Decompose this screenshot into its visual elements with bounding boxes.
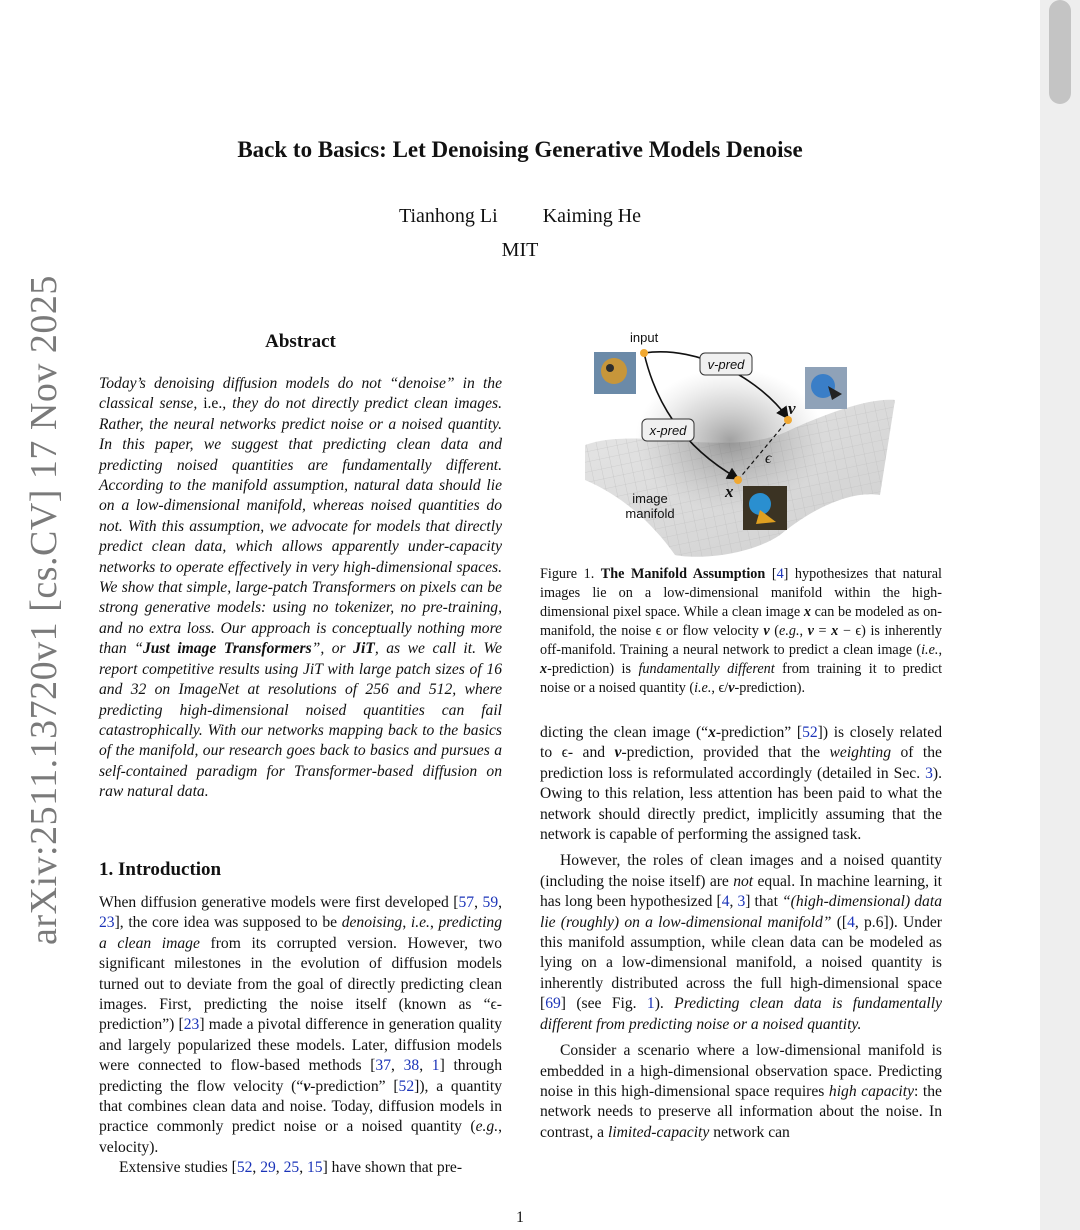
manifold-label: image <box>632 491 668 506</box>
affiliation: MIT <box>501 239 539 261</box>
author-name: Tianhong Li <box>398 205 498 227</box>
author-list <box>0 205 1040 228</box>
scrollbar-thumb[interactable] <box>1049 0 1071 104</box>
paper-title: Back to Basics: Let Denoising Generative Models Denoise <box>237 137 803 162</box>
abstract-text: Today’s denoising diffusion models do not “denoise” in the classical sense, i.e., they do not directly predict clean images. Rather, the neural networks predict noise or a noised quantity. In this paper, we suggest that predicting clean data and predicting noised quantities are fundamentally different. According to the manifold assumption, natural data should lie on a low-dimensional manifold, whereas noised quantities do not. With this assumption, we advocate for models that directly predict clean data, which allows apparently under-capacity networks to operate effectively in very high-dimensional spaces. We show that simple, large-patch Transformers on pixels can be strong generative models: using no tokenizer, no pre-training, and no extra loss. Our approach is conceptually nothing more than “Just image Transformers”, or JiT, as we call it. We report competitive results using JiT with large patch sizes of 16 and 32 on ImageNet at resolutions of 256 and 512, where predicting high-dimensional noised quantities can fail catastrophically. With our networks mapping back to the basics of the manifold, our research goes back to basics and pursues a self-contained paradigm for Transformer-based diffusion on raw natural data. <box>99 375 503 801</box>
abstract-heading: Abstract <box>265 331 336 352</box>
manifold-figure <box>580 320 900 560</box>
right-column-text <box>540 723 942 1143</box>
section-heading-introduction: 1. Introduction <box>99 859 222 880</box>
paragraph: dicting the clean image (“x-prediction” [52]) is closely related to ϵ- and v-prediction, provided that the weighting of the prediction loss is reformulated accordingly (detailed in Sec. 3). Owing to this relation, less attention has been paid to what the network should directly predict, implicitly assuming that the network is capable of performing the assigned task. <box>540 724 942 844</box>
x-pred-label: x-pred <box>649 423 687 438</box>
v-pred-label: v-pred <box>707 357 745 372</box>
clean-data-point <box>734 476 742 484</box>
arxiv-identifier-stamp[interactable]: arXiv:2511.13720v1 [cs.CV] 17 Nov 2025 <box>23 275 65 945</box>
paragraph: When diffusion generative models were first developed [57, 59, 23], the core idea was supposed to be denoising, i.e., predicting a clean image from its corrupted version. However, two significant milestones in the evolution of diffusion models turned out to deviate from the goal of directly predicting clean images. First, predicting the noise itself (known as “ϵ-prediction”) [23] made a pivotal difference in generation quality and largely popularized these models. Later, diffusion models were connected to flow-based methods [37, 38, 1] through predicting the flow velocity (“v-prediction” [52]), a quantity that combines clean data and noise. Today, diffusion models in practice commonly predict noise or a noised quantity (e.g., velocity). <box>99 894 503 1156</box>
vertical-scrollbar[interactable] <box>1040 0 1080 1230</box>
input-label: input <box>630 330 659 345</box>
x-symbol: x <box>725 482 734 501</box>
parrot-image-icon <box>805 367 847 409</box>
input-point <box>640 349 648 357</box>
epsilon-symbol: ϵ <box>765 450 772 467</box>
figure-caption: Figure 1. The Manifold Assumption [4] hypothesizes that natural images lie on a low-dimensional manifold within the high-dimensional pixel space. While a clean image x can be modeled as on-manifold, the noise ϵ or flow velocity v (e.g., v = x − ϵ) is inherently off-manifold. Training a neural network to predict a clean image (i.e., x-prediction) is fundamentally different from training it to predict noise or a noised quantity (i.e., ϵ/v-prediction). <box>540 566 943 696</box>
v-symbol: v <box>788 399 796 418</box>
author-name: Kaiming He <box>542 205 642 227</box>
paragraph: Consider a scenario where a low-dimensional manifold is embedded in a high-dimensional observation space. Predicting noise in this high-dimensional space requires high capacity: the network needs to preserve all information about the noise. In contrast, a limited-capacity network can <box>540 1042 942 1141</box>
paragraph: However, the roles of clean images and a noised quantity (including the noise itself) are not equal. In machine learning, it has long been hypothesized [4, 3] that “(high-dimensional) data lie (roughly) on a low-dimensional manifold” ([4, p.6]). Under this manifold assumption, while clean data can be modeled as lying on a low-dimensional manifold, a noised quantity is inherently distributed across the full high-dimensional space [69] (see Fig. 1). Predicting clean data is fundamentally different from predicting noise or a noised quantity. <box>540 852 942 1033</box>
parrot-image-icon <box>743 486 787 530</box>
parrot-image-icon <box>594 352 636 394</box>
introduction-text <box>99 893 502 1179</box>
paragraph: Extensive studies [52, 29, 25, 15] have shown that pre- <box>119 1159 463 1177</box>
page-number: 1 <box>516 1209 524 1226</box>
manifold-label: manifold <box>625 506 675 521</box>
